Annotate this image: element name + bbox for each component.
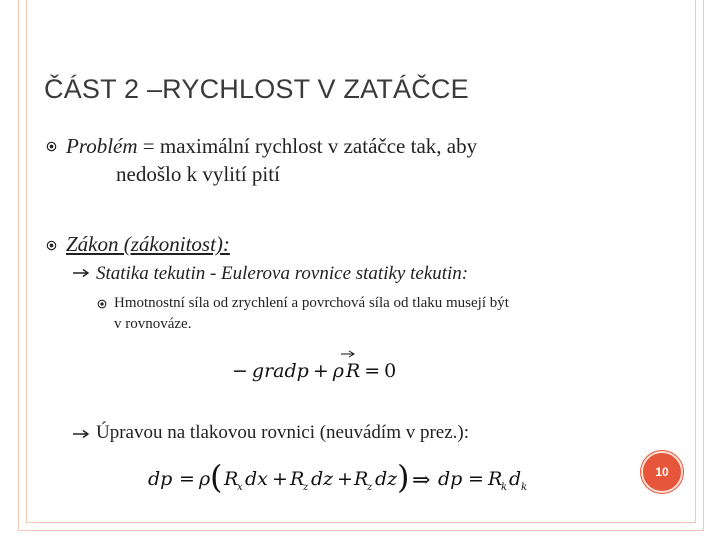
svg-text:k: k xyxy=(501,482,508,493)
bullet-icon xyxy=(46,240,57,251)
page-number-badge: 10 xyxy=(641,451,683,493)
svg-text:z: z xyxy=(367,482,373,493)
problem-term: Problém xyxy=(66,134,138,158)
bullet-icon xyxy=(46,141,57,152)
svg-text:dx: dx xyxy=(245,468,268,490)
svg-text:R: R xyxy=(488,468,503,490)
svg-text:=: = xyxy=(179,468,195,490)
pressure-equation-text: Úpravou na tlakovou rovnici (neuvádím v prez.): xyxy=(96,422,470,443)
svg-text:ρ: ρ xyxy=(199,468,211,490)
problem-text-line2: nedošlo k vylití pití xyxy=(116,162,280,186)
statics-text: Statika tekutin - Eulerova rovnice statiky tekutin: xyxy=(96,263,469,284)
pressure-formula xyxy=(146,455,546,501)
svg-text:dp: dp xyxy=(438,468,463,490)
bullet-problem xyxy=(66,134,477,159)
svg-text:dz: dz xyxy=(311,468,334,490)
equilibrium-text-line2: v rovnováze. xyxy=(114,316,192,332)
svg-text:): ) xyxy=(397,458,410,496)
law-heading: Zákon (zákonitost): xyxy=(66,232,230,256)
svg-text:+: + xyxy=(337,468,353,490)
svg-text:dp: dp xyxy=(148,468,173,490)
svg-text:R: R xyxy=(290,468,305,490)
svg-text:dz: dz xyxy=(375,468,398,490)
bullet-icon xyxy=(97,299,107,309)
arrow-bullet-icon xyxy=(72,268,90,278)
svg-text:d: d xyxy=(509,468,522,490)
svg-text:R: R xyxy=(354,468,369,490)
svg-text:x: x xyxy=(237,482,243,493)
implies-icon: ⇒ xyxy=(412,468,431,493)
equilibrium-text-line1: Hmotnostní síla od zrychlení a povrchová síla od tlaku musejí být xyxy=(114,295,509,311)
svg-text:R: R xyxy=(224,468,239,490)
euler-formula xyxy=(230,346,400,386)
svg-text:−gradp+ρR=0: − gradp + ρ R = 0 xyxy=(232,360,397,382)
svg-text:=: = xyxy=(468,468,484,490)
svg-text:k: k xyxy=(521,482,528,493)
svg-text:(: ( xyxy=(210,458,223,496)
arrow-bullet-icon xyxy=(72,429,90,439)
problem-text: = maximální rychlost v zatáčce tak, aby xyxy=(137,134,478,158)
svg-text:z: z xyxy=(303,482,309,493)
svg-text:+: + xyxy=(272,468,288,490)
slide-title: ČÁST 2 –RYCHLOST V ZATÁČCE xyxy=(44,74,469,104)
